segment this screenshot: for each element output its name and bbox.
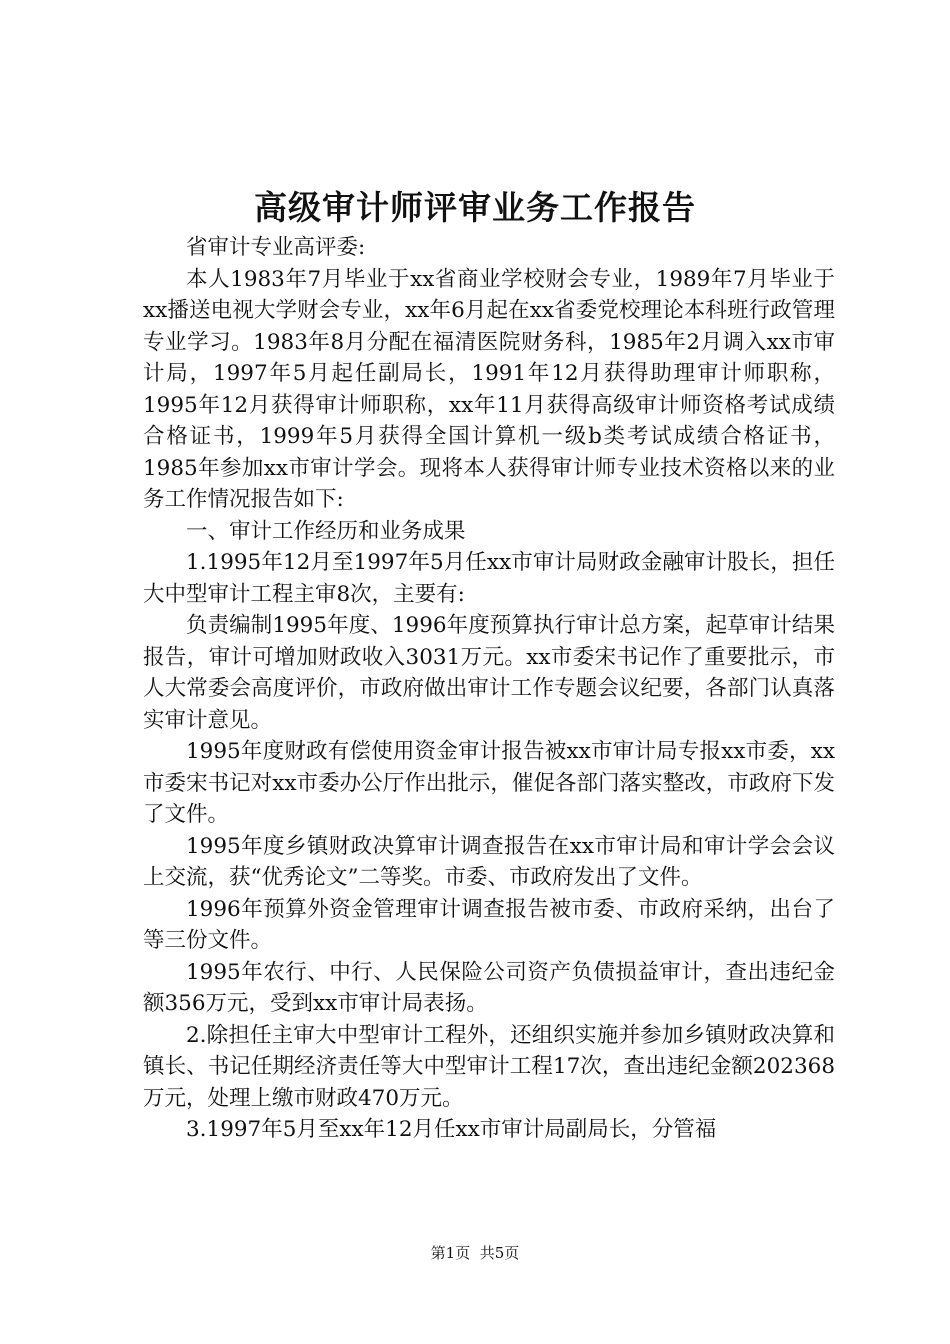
paragraph: 1.1995年12月至1997年5月任xx市审计局财政金融审计股长，担任大中型审计工程主审8次，主要有:	[143, 550, 836, 607]
page-total: 共5页	[479, 1244, 520, 1262]
paragraph: 1995年度乡镇财政决算审计调查报告在xx市审计局和审计学会会议上交流，获“优秀论文”二等奖。市委、市政府发出了文件。	[143, 833, 835, 890]
page-number: 第1页	[430, 1244, 471, 1262]
page-title: 高级审计师评审业务工作报告	[254, 188, 696, 227]
paragraph: 1995年农行、中行、人民保险公司资产负债损益审计，查出违纪金额356万元，受到xx市审计局表扬。	[143, 959, 835, 1016]
paragraph: 本人1983年7月毕业于xx省商业学校财会专业，1989年7月毕业于xx播送电视大学财会专业，xx年6月起在xx省委党校理论本科班行政管理专业学习。1983年8月分配在福清医院财务科，1985年2月调入xx市审计局，1997年5月起任副局长，1991年12月获得助理审计师职称，1995年12月获得审计师职称，xx年11月获得高级审计师资格考试成绩合格证书，1999年5月获得全国计算机一级b类考试成绩合格证书，1985年参加xx市审计学会。现将本人获得审计师专业技术资格以来的业务工作情况报告如下:	[143, 266, 835, 512]
paragraph: 1995年度财政有偿使用资金审计报告被xx市审计局专报xx市委，xx市委宋书记对xx市委办公厅作出批示，催促各部门落实整改，市政府下发了文件。	[143, 739, 835, 827]
paragraph: 2.除担任主审大中型审计工程外，还组织实施并参加乡镇财政决算和镇长、书记任期经济责任等大中型审计工程17次，查出违纪金额202368万元，处理上缴市财政470万元。	[143, 1022, 835, 1111]
paragraph: 负责编制1995年度、1996年度预算执行审计总方案，起草审计结果报告，审计可增加财政收入3031万元。xx市委宋书记作了重要批示，市人大常委会高度评价，市政府做出审计工作专题会议纪要，各部门认真落实审计意见。	[143, 613, 835, 733]
document-body	[143, 232, 835, 1146]
paragraph: 1996年预算外资金管理审计调查报告被市委、市政府采纳，出台了等三份文件。	[143, 896, 835, 953]
page-footer	[0, 1243, 950, 1263]
paragraph: 3.1997年5月至xx年12月任xx市审计局副局长，分管福	[186, 1117, 717, 1142]
section-heading: 一、审计工作经历和业务成果	[186, 518, 466, 544]
salutation: 省审计专业高评委:	[186, 235, 366, 260]
